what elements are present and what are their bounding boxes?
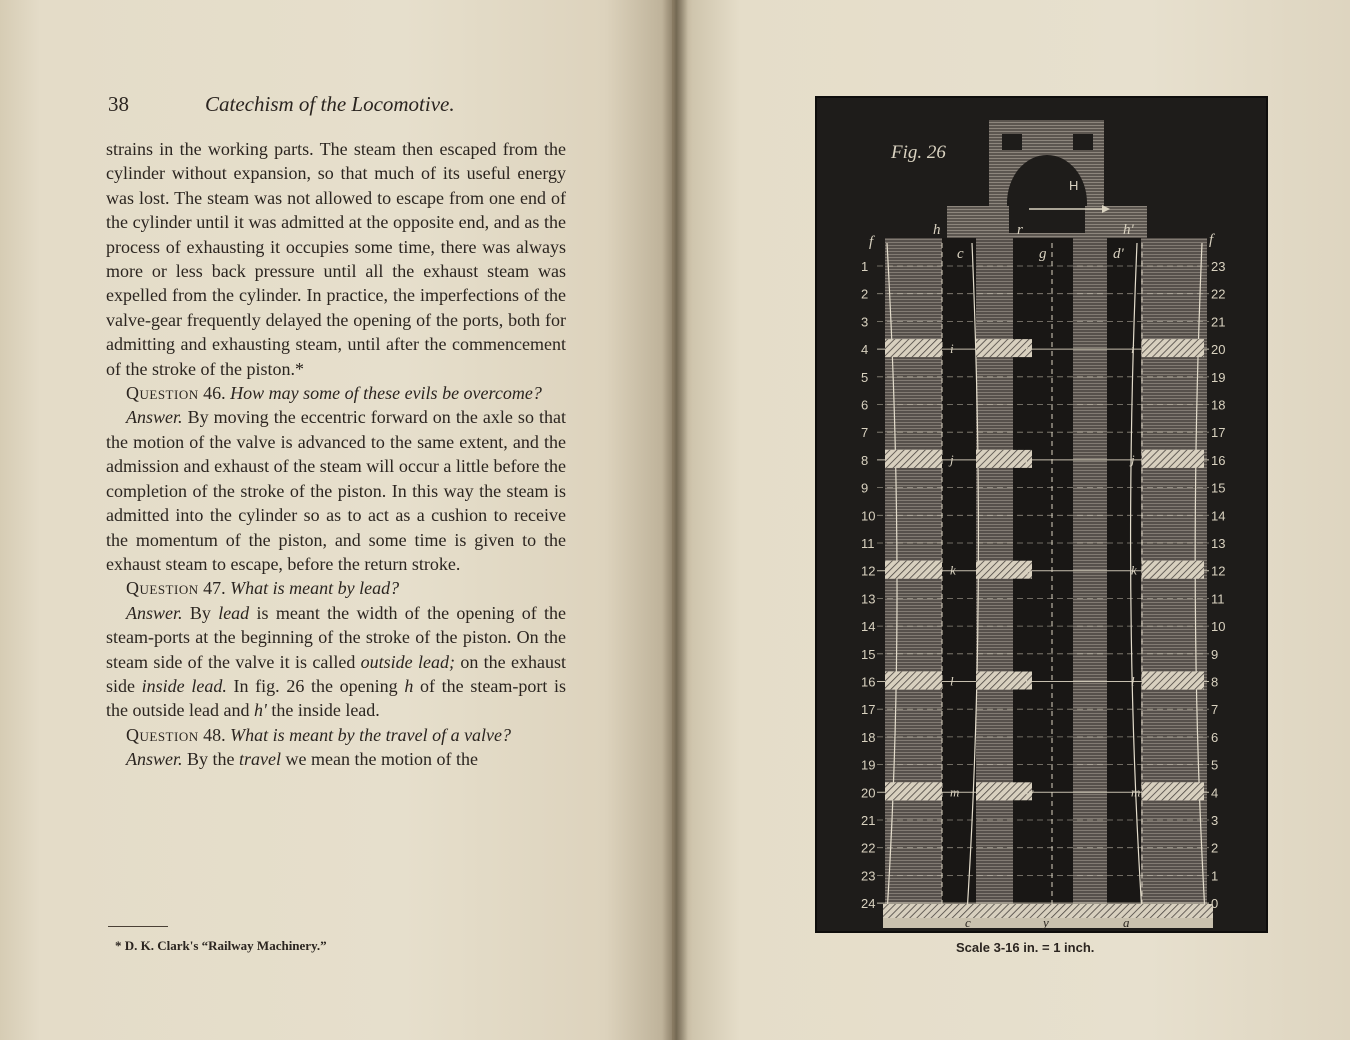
scale-left-label: 14 [861, 619, 876, 635]
label-h-left: h [933, 222, 941, 238]
scale-right-label: 21 [1211, 314, 1226, 330]
scale-left-label: 15 [861, 646, 876, 662]
row-label-mid: s [1025, 341, 1031, 357]
figure-label: Fig. 26 [891, 142, 946, 163]
scale-right-label: 23 [1211, 259, 1226, 274]
valve-position-mid [976, 782, 1032, 800]
label-g: g [1039, 246, 1047, 262]
valve-position-right [1142, 450, 1204, 468]
answer-label: Answer. [126, 407, 183, 428]
scale-left-label: 4 [861, 342, 869, 358]
scale-left-label: 10 [861, 508, 876, 524]
scale-left-label: 19 [861, 757, 876, 773]
scale-right-label: 13 [1211, 536, 1226, 551]
scale-right-label: 7 [1211, 702, 1219, 718]
valve-position-mid [976, 672, 1032, 690]
scale-left-label: 9 [861, 480, 869, 496]
question-label: Question [126, 578, 199, 599]
valve-position-right [1142, 339, 1204, 357]
row-label-right: i [1131, 341, 1135, 357]
answer-48 [106, 747, 566, 771]
answer-text: is meant the width of the opening of the steam-ports at the beginning of the stroke of the piston. On the steam side of the valve it is called [106, 602, 567, 672]
scale-left-label: 18 [861, 729, 876, 745]
term-h: h [404, 675, 414, 696]
answer-label: Answer. [126, 602, 183, 623]
scale-left-label: 6 [861, 397, 869, 413]
bottom-label: c [965, 915, 971, 930]
scale-left-label: 8 [861, 452, 869, 468]
scale-right-label: 19 [1211, 369, 1226, 385]
scale-right-label: 16 [1211, 452, 1226, 468]
answer-label: Answer. [126, 749, 183, 770]
book-gutter [662, 0, 688, 1040]
label-c: c [957, 246, 964, 262]
row-label-right: l [1131, 673, 1135, 689]
scale-left-label: 24 [861, 896, 876, 912]
scale-left-label: 16 [861, 674, 876, 690]
running-head: Catechism of the Locomotive. [205, 92, 455, 116]
scale-left-label: 2 [861, 286, 869, 302]
row-label-mid: w [1025, 784, 1034, 800]
valve-position-mid [976, 339, 1032, 357]
label-f-left: f [869, 234, 874, 250]
label-h-right: h' [1123, 222, 1134, 238]
term-inside-lead: inside lead. [141, 675, 227, 696]
row-label-right: m [1131, 784, 1141, 800]
scale-left-label: 1 [861, 259, 869, 274]
figure-caption: Scale 3-16 in. = 1 inch. [956, 940, 1095, 955]
figure-26 [815, 96, 1268, 933]
footnote: * D. K. Clark's “Railway Machinery.” [115, 938, 327, 953]
valve-position-left [885, 450, 942, 468]
label-H: H [1069, 178, 1079, 193]
question-number: 46. [203, 383, 226, 404]
answer-text: By [189, 602, 211, 623]
valve-position-left [885, 672, 942, 690]
scale-right-label: 3 [1211, 813, 1219, 828]
scale-left-label: 13 [861, 591, 876, 607]
scale-right-label: 2 [1211, 840, 1219, 856]
bottom-label: y [1043, 915, 1049, 930]
row-label-left: m [950, 784, 960, 800]
valve-position-left [885, 339, 942, 357]
page-number: 38 [108, 92, 129, 116]
answer-text: of the steam-port is the outside lead and [106, 675, 566, 721]
answer-text: By the [187, 749, 235, 770]
question-46 [106, 381, 566, 405]
valve-position-mid [976, 450, 1032, 468]
scale-right-label: 15 [1211, 480, 1226, 496]
row-label-left: i [950, 341, 954, 357]
answer-46 [106, 405, 566, 576]
term-lead: lead [218, 602, 250, 623]
row-label-right: j [1131, 451, 1135, 467]
row-label-mid: u [1025, 562, 1032, 578]
scale-right-label: 11 [1211, 591, 1225, 607]
bottom-label: a [1123, 915, 1130, 930]
label-f-right: f [1209, 232, 1214, 248]
scale-left-label: 12 [861, 563, 876, 579]
scale-left-label: 7 [861, 425, 869, 441]
scale-left-label: 11 [861, 536, 875, 551]
question-number: 47. [203, 578, 226, 599]
question-label: Question [126, 383, 199, 404]
answer-47 [106, 601, 566, 723]
question-text: What is meant by lead? [230, 578, 400, 599]
question-47 [106, 576, 566, 600]
paragraph-1: strains in the working parts. The steam then escaped from the cylinder without expansion, so that much of its useful energy was lost. The steam was not allowed to escape from one end of the cylinder until it was admitted at the opposite end, and as the process of exhausting it occupies some time, there was always more or less back pressure until all the exhaust steam was expelled from the cylinder. In practice, the imperfections of the valve-gear frequently delayed the opening of the ports, both for admitting and exhausting steam, until after the commencement of the stroke of the piston.* [106, 139, 566, 379]
scale-left-label: 17 [861, 702, 876, 718]
scale-left-label: 22 [861, 840, 876, 856]
answer-text: we mean the motion of the [285, 749, 478, 770]
row-label-left: k [950, 562, 956, 578]
row-label-mid: v [1025, 673, 1031, 689]
question-text: How may some of these evils be overcome? [230, 383, 542, 404]
answer-text: on the exhaust side [106, 651, 567, 696]
answer-text: In fig. 26 the opening [233, 675, 398, 696]
label-d: d' [1113, 246, 1124, 262]
row-label-left: l [950, 673, 954, 689]
valve-position-left [885, 561, 942, 579]
scale-right-label: 20 [1211, 342, 1226, 358]
scale-right-label: 10 [1211, 619, 1226, 635]
scale-left-label: 3 [861, 314, 869, 330]
scale-right-label: 1 [1211, 868, 1219, 884]
term-travel: travel [239, 749, 282, 770]
row-label-left: j [950, 451, 954, 467]
valve-position-mid [976, 561, 1032, 579]
row-label-right: k [1131, 562, 1137, 578]
valve-diagram [817, 98, 1266, 931]
valve-chest [883, 120, 1213, 928]
valve-position-right [1142, 782, 1204, 800]
scale-right-label: 6 [1211, 729, 1219, 745]
scale-left-label: 5 [861, 369, 869, 385]
scale-right-label: 12 [1211, 563, 1226, 579]
label-r: r [1017, 222, 1023, 238]
scale-right-label: 4 [1211, 785, 1219, 801]
body-text [106, 137, 566, 772]
term-h-prime: h' [253, 700, 267, 721]
scale-right-label: 17 [1211, 425, 1226, 441]
question-48 [106, 723, 566, 747]
scale-right-label: 14 [1211, 508, 1226, 524]
footnote-rule [108, 926, 168, 927]
question-label: Question [126, 724, 199, 745]
scale-left-label: 21 [861, 813, 876, 828]
scale-right-label: 0 [1211, 896, 1219, 912]
scale-right-label: 22 [1211, 286, 1226, 302]
valve-position-right [1142, 561, 1204, 579]
question-number: 48. [203, 724, 226, 745]
question-text: What is meant by the travel of a valve? [230, 724, 512, 745]
row-label-mid: t [1025, 451, 1029, 467]
scale-right-label: 18 [1211, 397, 1226, 413]
scale-right-label: 5 [1211, 757, 1219, 773]
valve-position-left [885, 782, 942, 800]
scale-right-label: 9 [1211, 646, 1219, 662]
scale-left-label: 20 [861, 785, 876, 801]
scale-left-label: 23 [861, 868, 876, 884]
answer-text: By moving the eccentric forward on the axle so that the motion of the valve is advanced to the same extent, and the admission and exhaust of the steam will occur a little before the completion of the stroke of the piston. In this way the steam is admitted into the cylinder so as to act as a cushion to receive the momentum of the piston, and some time is given to the exhaust steam to escape, before the return stroke. [106, 407, 566, 574]
answer-text: the inside lead. [271, 700, 380, 721]
scale-right-label: 8 [1211, 674, 1219, 690]
term-outside-lead: outside lead; [360, 651, 455, 672]
valve-position-right [1142, 672, 1204, 690]
